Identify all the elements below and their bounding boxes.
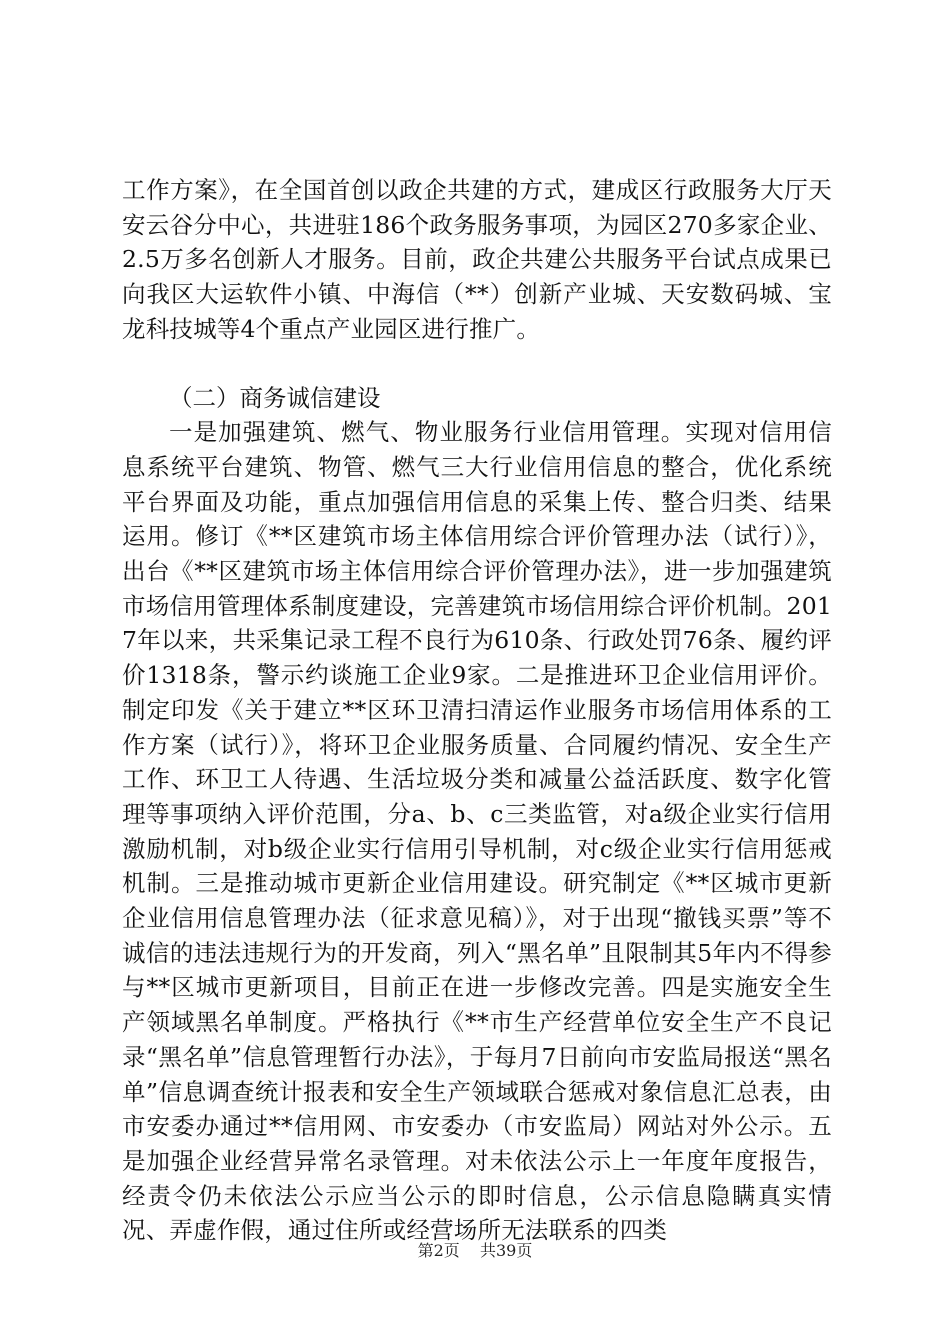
- paragraph-continuation: 工作方案》，在全国首创以政企共建的方式，建成区行政服务大厅天安云谷分中心，共进驻186个政务服务事项，为园区270多家企业、2.5万多名创新人才服务。目前，政企共建公共服务平台试点成果已向我区大运软件小镇、中海信（**）创新产业城、天安数码城、宝龙科技城等4个重点产业园区进行推广。: [122, 176, 832, 343]
- paragraph-main: 一是加强建筑、燃气、物业服务行业信用管理。实现对信用信息系统平台建筑、物管、燃气三大行业信用信息的整合，优化系统平台界面及功能，重点加强信用信息的采集上传、整合归类、结果运用。修订《**区建筑市场主体信用综合评价管理办法（试行）》，出台《**区建筑市场主体信用综合评价管理办法》，进一步加强建筑市场信用管理体系制度建设，完善建筑市场信用综合评价机制。2017年以来，共采集记录工程不良行为610条、行政处罚76条、履约评价1318条，警示约谈施工企业9家。二是推进环卫企业信用评价。制定印发《关于建立**区环卫清扫清运作业服务市场信用体系的工作方案（试行）》，将环卫企业服务质量、合同履约情况、安全生产工作、环卫工人待遇、生活垃圾分类和减量公益活跃度、数字化管理等事项纳入评价范围，分a、b、c三类监管，对a级企业实行信用激励机制，对b级企业实行信用引导机制，对c级企业实行信用惩戒机制。三是推动城市更新企业信用建设。研究制定《**区城市更新企业信用信息管理办法（征求意见稿）》，对于出现“撤钱买票”等不诚信的违法违规行为的开发商，列入“黑名单”且限制其5年内不得参与**区城市更新项目，目前正在进一步修改完善。四是实施安全生产领域黑名单制度。严格执行《**市生产经营单位安全生产不良记录“黑名单”信息管理暂行办法》，于每月7日前向市安监局报送“黑名单”信息调查统计报表和安全生产领域联合惩戒对象信息汇总表，由市安委办通过**信用网、市安委办（市安监局）网站对外公示。五是加强企业经营异常名录管理。对未依法公示上一年度年度报告，经责令仍未依法公示应当公示的即时信息，公示信息隐瞒真实情况、弄虚作假，通过住所或经营场所无法联系的四类: [122, 418, 832, 1245]
- section-heading: （二）商务诚信建设: [169, 383, 381, 412]
- total-pages: 共39页: [480, 1241, 533, 1260]
- current-page-number: 第2页: [417, 1241, 460, 1260]
- page-footer: [0, 1240, 950, 1262]
- document-body: [122, 173, 832, 1248]
